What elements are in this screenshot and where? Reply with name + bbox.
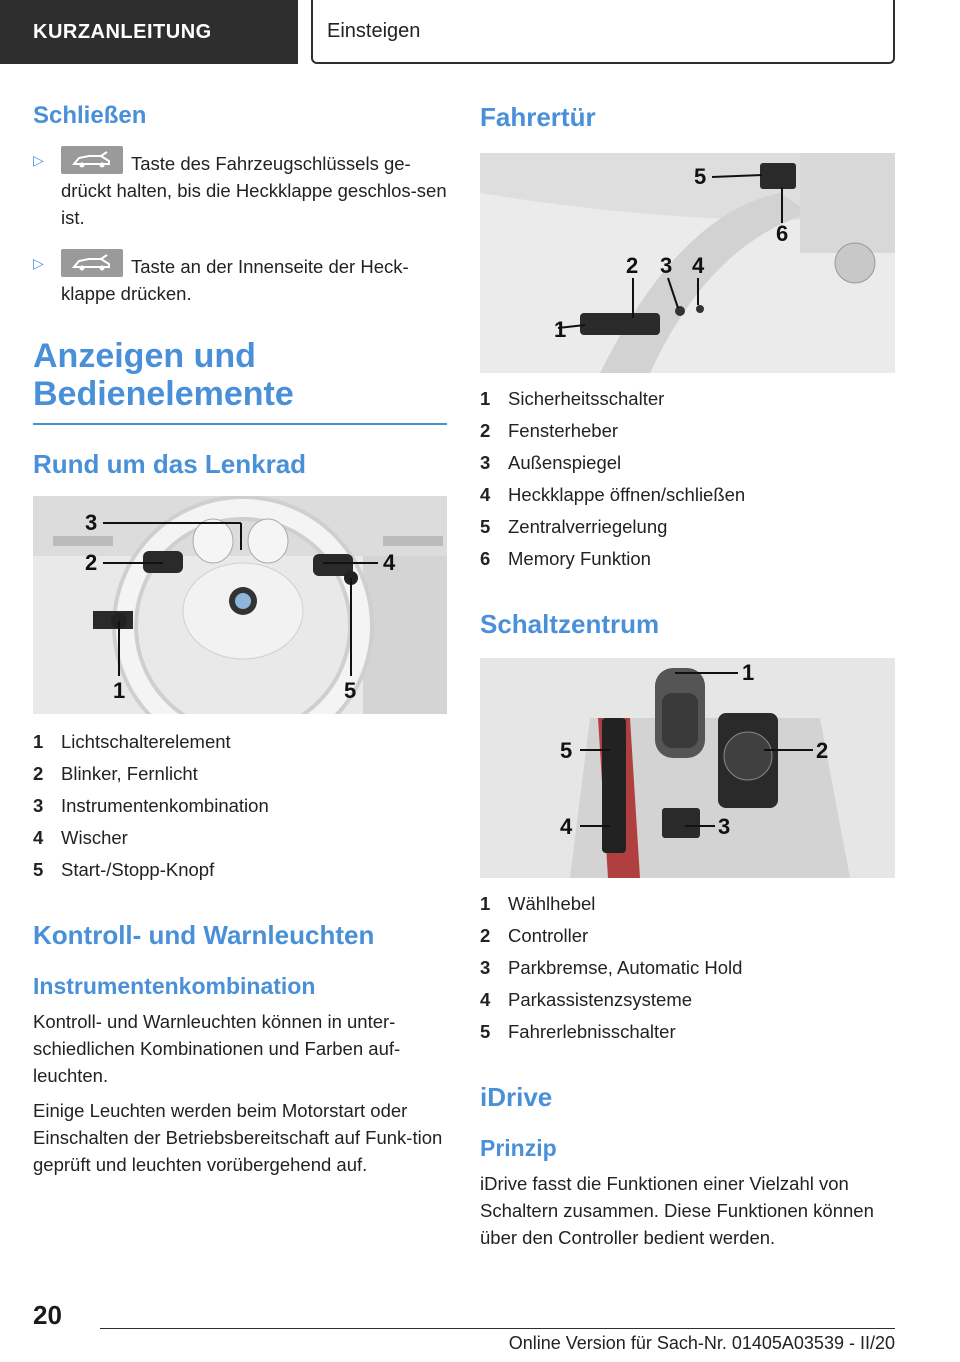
idrive-heading: iDrive bbox=[480, 1082, 553, 1112]
legend-row bbox=[33, 822, 447, 854]
page-header bbox=[0, 0, 960, 66]
legend-label: Start-/Stopp-Knopf bbox=[61, 859, 215, 880]
center-console-photo bbox=[480, 658, 895, 878]
footer-divider bbox=[100, 1328, 895, 1329]
steering-wheel-photo bbox=[33, 496, 447, 714]
legend-num: 3 bbox=[33, 795, 44, 816]
schliessen-heading: Schließen bbox=[33, 102, 147, 129]
list-item bbox=[33, 146, 447, 231]
callout-5: 5 bbox=[344, 678, 357, 703]
legend-num: 3 bbox=[480, 957, 491, 978]
legend-label: Heckklappe öffnen/schließen bbox=[508, 484, 746, 505]
legend-row bbox=[480, 447, 895, 479]
legend-label: Wischer bbox=[61, 827, 128, 848]
legend-num: 2 bbox=[480, 420, 491, 441]
prinzip-heading: Prinzip bbox=[480, 1135, 557, 1161]
lenkrad-heading: Rund um das Lenkrad bbox=[33, 449, 307, 479]
legend-num: 4 bbox=[480, 484, 491, 505]
callout-4: 4 bbox=[692, 253, 705, 278]
instrumentenkombination-heading: Instrumentenkombination bbox=[33, 973, 316, 999]
legend-row bbox=[33, 726, 447, 758]
legend-label: Zentralverriegelung bbox=[508, 516, 668, 537]
callout-1: 1 bbox=[113, 678, 126, 703]
legend-num: 5 bbox=[33, 859, 44, 880]
legend-row bbox=[33, 758, 447, 790]
callout-4: 4 bbox=[383, 550, 396, 575]
callout-6: 6 bbox=[776, 221, 789, 246]
fahrertuer-legend bbox=[480, 383, 895, 575]
legend-num: 2 bbox=[33, 763, 44, 784]
legend-row bbox=[480, 888, 895, 920]
legend-row bbox=[33, 854, 447, 886]
callout-5: 5 bbox=[694, 164, 707, 189]
footer-text: Online Version für Sach-Nr. 01405A03539 - II/20 bbox=[508, 1333, 895, 1353]
callout-1: 1 bbox=[554, 317, 567, 342]
legend-num: 6 bbox=[480, 548, 491, 569]
legend-label: Fahrerlebnisschalter bbox=[508, 1021, 676, 1042]
legend-num: 2 bbox=[480, 925, 491, 946]
legend-label: Außenspiegel bbox=[508, 452, 622, 473]
legend-label: Instrumentenkombination bbox=[61, 795, 269, 816]
legend-label: Parkbremse, Automatic Hold bbox=[508, 957, 743, 978]
bullet-text: Taste an der Innenseite der Heck-klappe drücken. bbox=[61, 256, 409, 304]
callout-2: 2 bbox=[85, 550, 98, 575]
schaltzentrum-legend bbox=[480, 888, 895, 1048]
legend-num: 1 bbox=[33, 731, 44, 752]
schaltzentrum-heading: Schaltzentrum bbox=[480, 609, 660, 639]
kontroll-paragraph-1: Kontroll- und Warnleuchten können in unter-schiedlichen Kombinationen und Farben auf-leuchten. bbox=[33, 1011, 401, 1086]
tailgate-button-icon bbox=[61, 249, 123, 277]
page-number: 20 bbox=[33, 1300, 62, 1330]
legend-row bbox=[480, 984, 895, 1016]
bullet-text: Taste des Fahrzeugschlüssels ge-drückt halten, bis die Heckklappe geschlos-sen ist. bbox=[61, 153, 447, 228]
callout-3: 3 bbox=[660, 253, 673, 278]
legend-num: 4 bbox=[33, 827, 44, 848]
callout-2: 2 bbox=[626, 253, 639, 278]
legend-num: 1 bbox=[480, 893, 491, 914]
legend-num: 5 bbox=[480, 516, 491, 537]
legend-row bbox=[480, 479, 895, 511]
tailgate-key-icon bbox=[61, 146, 123, 174]
callout-1: 1 bbox=[742, 660, 755, 685]
triangle-bullet-icon: ▷ bbox=[33, 152, 44, 168]
right-column bbox=[480, 100, 895, 1251]
callout-2: 2 bbox=[816, 738, 829, 763]
legend-label: Sicherheitsschalter bbox=[508, 388, 665, 409]
fahrertuer-heading: Fahrertür bbox=[480, 102, 596, 132]
callout-3: 3 bbox=[85, 510, 98, 535]
driver-door-photo bbox=[480, 153, 895, 373]
lenkrad-legend bbox=[33, 726, 447, 886]
kontroll-heading: Kontroll- und Warnleuchten bbox=[33, 920, 375, 950]
section-label: KURZANLEITUNG bbox=[33, 20, 212, 43]
legend-row bbox=[480, 511, 895, 543]
legend-row bbox=[480, 415, 895, 447]
legend-label: Wählhebel bbox=[508, 893, 596, 914]
anzeigen-heading-line2: Bedienelemente bbox=[33, 375, 294, 413]
legend-row bbox=[480, 543, 895, 575]
legend-num: 5 bbox=[480, 1021, 491, 1042]
legend-row bbox=[33, 790, 447, 822]
legend-label: Controller bbox=[508, 925, 589, 946]
callout-5: 5 bbox=[560, 738, 573, 763]
idrive-paragraph: iDrive fasst die Funktionen einer Vielzahl von Schaltern zusammen. Diese Funktionen können über den Controller bedient werden. bbox=[480, 1173, 874, 1248]
legend-row bbox=[480, 1016, 895, 1048]
callout-4: 4 bbox=[560, 814, 573, 839]
legend-label: Memory Funktion bbox=[508, 548, 651, 569]
legend-label: Lichtschalterelement bbox=[61, 731, 231, 752]
triangle-bullet-icon: ▷ bbox=[33, 255, 44, 271]
legend-label: Blinker, Fernlicht bbox=[61, 763, 198, 784]
legend-row bbox=[480, 920, 895, 952]
anzeigen-heading bbox=[33, 337, 447, 413]
anzeigen-heading-line1: Anzeigen und bbox=[33, 337, 256, 375]
left-column bbox=[33, 100, 447, 1178]
section-divider bbox=[33, 423, 447, 425]
legend-num: 1 bbox=[480, 388, 491, 409]
list-item bbox=[33, 249, 447, 307]
chapter-label: Einsteigen bbox=[327, 19, 421, 42]
kontroll-paragraph-2: Einige Leuchten werden beim Motorstart oder Einschalten der Betriebsbereitschaft auf Funk-tion geprüft und leuchten vorübergehend auf. bbox=[33, 1100, 443, 1175]
chapter-tab bbox=[311, 0, 895, 64]
legend-label: Parkassistenzsysteme bbox=[508, 989, 693, 1010]
legend-label: Fensterheber bbox=[508, 420, 619, 441]
legend-row bbox=[480, 952, 895, 984]
callout-3: 3 bbox=[718, 814, 731, 839]
legend-row bbox=[480, 383, 895, 415]
legend-num: 4 bbox=[480, 989, 491, 1010]
legend-num: 3 bbox=[480, 452, 491, 473]
section-tab bbox=[0, 0, 298, 64]
